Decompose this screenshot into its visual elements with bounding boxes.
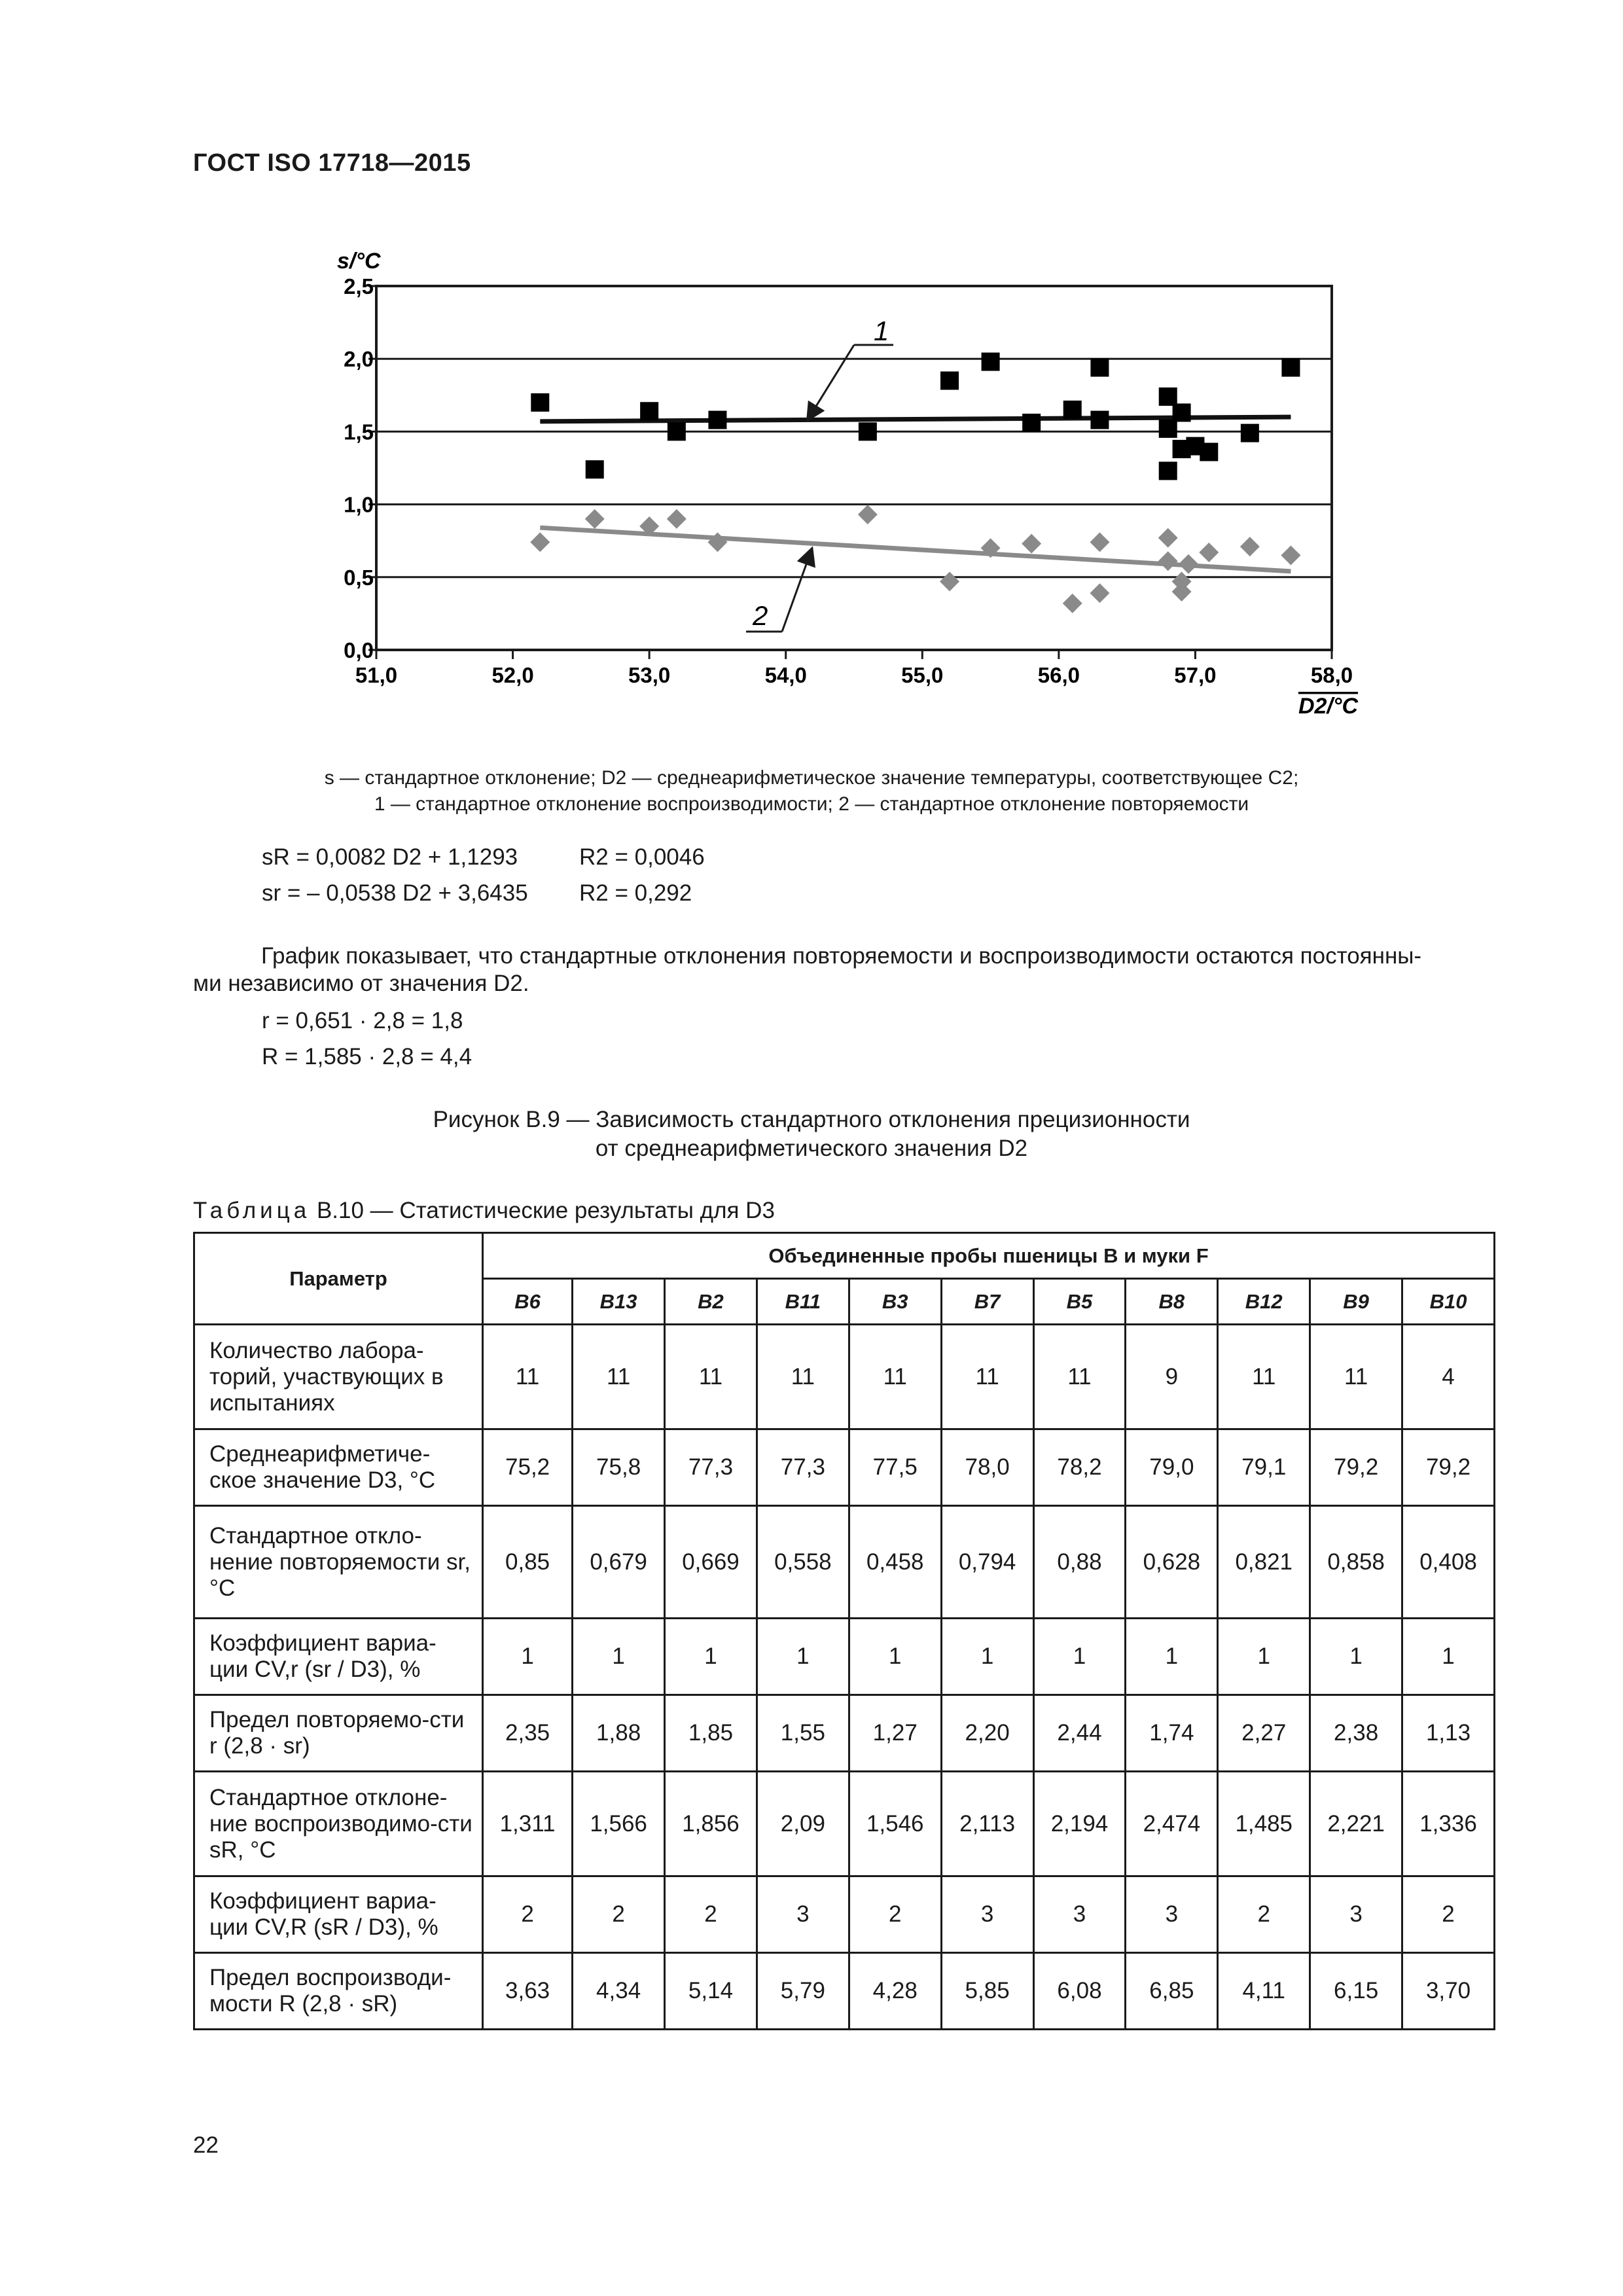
table-cell: 4,28 [849, 1953, 941, 2030]
table-cell: 4,11 [1218, 1953, 1310, 2030]
data-point-square [1173, 403, 1191, 422]
table-cell: 1,88 [573, 1695, 665, 1772]
table-cell: 0,821 [1218, 1506, 1310, 1619]
data-point-diamond [1090, 532, 1109, 552]
table-cell: 3 [941, 1876, 1033, 1953]
table-cell: 6,15 [1310, 1953, 1402, 2030]
table-cell: 1 [665, 1619, 757, 1695]
table-cell: 77,3 [665, 1429, 757, 1506]
table-cell: 79,0 [1126, 1429, 1218, 1506]
table-cell: 79,1 [1218, 1429, 1310, 1506]
x-tick-label: 53,0 [628, 663, 671, 687]
callout-2-label: 2 [753, 600, 768, 631]
data-point-square [1159, 461, 1177, 480]
callout-1-label: 1 [874, 315, 889, 346]
param-header: Параметр [194, 1233, 483, 1325]
table-title-prefix: Таблица [193, 1198, 311, 1223]
data-point-square [1159, 420, 1177, 438]
chart-ticks [344, 274, 1353, 687]
data-point-diamond [1158, 528, 1178, 548]
table-cell: 2,474 [1126, 1772, 1218, 1876]
data-point-diamond [1063, 594, 1082, 613]
y-tick-label: 0,5 [344, 565, 374, 590]
table-title-rest: B.10 — Статистические результаты для D3 [310, 1198, 775, 1223]
table-cell: 0,408 [1402, 1506, 1495, 1619]
plot-frame [376, 286, 1332, 650]
data-point-square [640, 402, 658, 420]
table-cell: 6,08 [1033, 1953, 1126, 2030]
calc-R: R = 1,585 · 2,8 = 4,4 [262, 1044, 473, 1069]
data-point-square [1281, 359, 1300, 377]
column-header-B9: B9 [1310, 1279, 1402, 1325]
data-point-square [668, 422, 686, 440]
table-cell: 0,458 [849, 1506, 941, 1619]
data-point-diamond [667, 509, 687, 529]
y-tick-label: 2,0 [344, 347, 374, 372]
row-label: Коэффициент вариа-ции CV,R (sR / D3), % [194, 1876, 483, 1953]
table-row [194, 1772, 1495, 1876]
table-cell: 1,485 [1218, 1772, 1310, 1876]
table-cell: 3,63 [483, 1953, 573, 2030]
data-point-square [982, 353, 1000, 371]
table-row [194, 1325, 1495, 1429]
data-point-diamond [585, 509, 605, 529]
table-row [194, 1876, 1495, 1953]
document-header: ГОСТ ISO 17718—2015 [193, 149, 471, 177]
figure-caption-line-2: от среднеарифметического значения D2 [595, 1136, 1028, 1161]
precision-chart [0, 0, 1623, 740]
table-cell: 1 [483, 1619, 573, 1695]
column-header-B5: B5 [1033, 1279, 1126, 1325]
table-cell: 75,2 [483, 1429, 573, 1506]
series-1 [531, 353, 1300, 480]
table-cell: 11 [1310, 1325, 1402, 1429]
column-header-B3: B3 [849, 1279, 941, 1325]
equation-sr: sr = – 0,0538 D2 + 3,6435 [262, 880, 528, 906]
table-cell: 0,558 [757, 1506, 849, 1619]
equation-sR: sR = 0,0082 D2 + 1,1293 [262, 844, 518, 870]
chart-axes [376, 286, 1332, 650]
data-point-square [1200, 443, 1218, 461]
x-tick-label: 56,0 [1037, 663, 1080, 687]
chart-series [530, 353, 1300, 613]
trend-line-2 [540, 528, 1291, 571]
table-cell: 77,3 [757, 1429, 849, 1506]
table-title [193, 1198, 775, 1224]
series-2 [530, 505, 1300, 613]
table-cell: 5,79 [757, 1953, 849, 2030]
data-point-square [531, 393, 549, 412]
data-point-diamond [1090, 583, 1109, 603]
figure-legend-line-1: s — стандартное отклонение; D2 — среднеарифметическое значение температуры, соответствующее C2; [324, 767, 1299, 789]
y-tick-label: 2,5 [344, 274, 374, 298]
table-cell: 1,27 [849, 1695, 941, 1772]
table-cell: 1 [757, 1619, 849, 1695]
column-header-B2: B2 [665, 1279, 757, 1325]
data-point-square [1090, 359, 1109, 377]
table-cell: 0,628 [1126, 1506, 1218, 1619]
table-cell: 1,85 [665, 1695, 757, 1772]
table-cell: 1 [1033, 1619, 1126, 1695]
x-tick-label: 58,0 [1310, 663, 1353, 687]
table-cell: 1,13 [1402, 1695, 1495, 1772]
paragraph-line-1: График показывает, что стандартные отклонения повторяемости и воспроизводимости остаются постоянны- [261, 943, 1422, 969]
table-cell: 2 [1402, 1876, 1495, 1953]
figure-caption-line-1: Рисунок B.9 — Зависимость стандартного отклонения прецизионности [433, 1107, 1190, 1132]
table-cell: 1 [849, 1619, 941, 1695]
data-point-square [1063, 401, 1082, 419]
table-cell: 6,85 [1126, 1953, 1218, 2030]
table-cell: 3 [1033, 1876, 1126, 1953]
table-cell: 1,74 [1126, 1695, 1218, 1772]
table-cell: 1,546 [849, 1772, 941, 1876]
y-tick-label: 0,0 [344, 638, 374, 662]
table-cell: 2 [1218, 1876, 1310, 1953]
x-tick-label: 55,0 [901, 663, 944, 687]
data-point-diamond [530, 532, 550, 552]
data-point-diamond [1179, 554, 1198, 574]
data-point-square [586, 460, 604, 478]
column-header-B10: B10 [1402, 1279, 1495, 1325]
chart-callouts [746, 315, 893, 632]
table-cell: 4 [1402, 1325, 1495, 1429]
row-label: Среднеарифметиче-ское значение D3, °С [194, 1429, 483, 1506]
data-point-square [940, 372, 959, 390]
table-cell: 2,35 [483, 1695, 573, 1772]
statistics-table [193, 1232, 1495, 2030]
table-cell: 2,221 [1310, 1772, 1402, 1876]
data-point-diamond [1199, 543, 1219, 562]
x-tick-label: 51,0 [355, 663, 398, 687]
data-point-diamond [1172, 582, 1192, 601]
table-cell: 9 [1126, 1325, 1218, 1429]
data-point-square [1022, 414, 1041, 432]
table-cell: 2,20 [941, 1695, 1033, 1772]
x-tick-label: 52,0 [491, 663, 534, 687]
table-row [194, 1429, 1495, 1506]
equation-sR-r2: R2 = 0,0046 [579, 844, 705, 870]
table-cell: 11 [1218, 1325, 1310, 1429]
row-label: Количество лабора-торий, участвующих в испытаниях [194, 1325, 483, 1429]
table-cell: 2,09 [757, 1772, 849, 1876]
data-point-square [1241, 424, 1259, 442]
column-header-B12: B12 [1218, 1279, 1310, 1325]
data-point-diamond [940, 571, 959, 591]
column-header-B7: B7 [941, 1279, 1033, 1325]
table-cell: 78,2 [1033, 1429, 1126, 1506]
table-cell: 1,856 [665, 1772, 757, 1876]
table-cell: 2,113 [941, 1772, 1033, 1876]
table-cell: 2 [573, 1876, 665, 1953]
table-cell: 2 [849, 1876, 941, 1953]
table-cell: 1,55 [757, 1695, 849, 1772]
table-cell: 11 [1033, 1325, 1126, 1429]
table-row [194, 1695, 1495, 1772]
table-cell: 0,679 [573, 1506, 665, 1619]
table-cell: 2,194 [1033, 1772, 1126, 1876]
data-point-diamond [1240, 537, 1260, 556]
table-cell: 0,85 [483, 1506, 573, 1619]
table-cell: 2,38 [1310, 1695, 1402, 1772]
callout-1-arrow [808, 345, 854, 419]
table-cell: 1,566 [573, 1772, 665, 1876]
table-cell: 0,858 [1310, 1506, 1402, 1619]
data-point-square [859, 422, 877, 440]
table-cell: 11 [757, 1325, 849, 1429]
table-cell: 11 [483, 1325, 573, 1429]
data-point-square [1090, 411, 1109, 429]
table-row [194, 1953, 1495, 2030]
table-cell: 1,311 [483, 1772, 573, 1876]
table-cell: 1 [1402, 1619, 1495, 1695]
callout-2-arrow [782, 550, 812, 632]
table-cell: 11 [665, 1325, 757, 1429]
data-point-diamond [858, 505, 878, 524]
table-cell: 2,44 [1033, 1695, 1126, 1772]
row-label: Предел воспроизводи-мости R (2,8 · sR) [194, 1953, 483, 2030]
table-cell: 2 [483, 1876, 573, 1953]
table-cell: 0,794 [941, 1506, 1033, 1619]
row-label: Коэффициент вариа-ции CV,r (sr / D3), % [194, 1619, 483, 1695]
table-row [194, 1619, 1495, 1695]
table-cell: 75,8 [573, 1429, 665, 1506]
calc-r: r = 0,651 · 2,8 = 1,8 [262, 1008, 463, 1033]
row-label: Предел повторяемо-сти r (2,8 · sr) [194, 1695, 483, 1772]
column-header-B6: B6 [483, 1279, 573, 1325]
table-cell: 5,14 [665, 1953, 757, 2030]
figure-legend-line-2: 1 — стандартное отклонение воспроизводимости; 2 — стандартное отклонение повторяемости [374, 793, 1249, 815]
column-header-B8: B8 [1126, 1279, 1218, 1325]
column-header-B11: B11 [757, 1279, 849, 1325]
y-tick-label: 1,0 [344, 492, 374, 517]
row-label: Стандартное откло-нение повторяемости sr, °С [194, 1506, 483, 1619]
table-cell: 3 [757, 1876, 849, 1953]
table-cell: 3 [1126, 1876, 1218, 1953]
page-number: 22 [193, 2132, 219, 2158]
data-point-diamond [1158, 551, 1178, 571]
equation-sr-r2: R2 = 0,292 [579, 880, 692, 906]
table-cell: 1 [1218, 1619, 1310, 1695]
table-cell: 11 [573, 1325, 665, 1429]
table-row [194, 1506, 1495, 1619]
table-cell: 79,2 [1402, 1429, 1495, 1506]
table-cell: 2,27 [1218, 1695, 1310, 1772]
table-cell: 1 [1126, 1619, 1218, 1695]
table-cell: 0,88 [1033, 1506, 1126, 1619]
row-label: Стандартное отклоне-ние воспроизводимо-сти sR, °С [194, 1772, 483, 1876]
table-cell: 0,669 [665, 1506, 757, 1619]
table-cell: 5,85 [941, 1953, 1033, 2030]
column-header-B13: B13 [573, 1279, 665, 1325]
table-cell: 78,0 [941, 1429, 1033, 1506]
table-cell: 1 [573, 1619, 665, 1695]
table-cell: 4,34 [573, 1953, 665, 2030]
table-cell: 1,336 [1402, 1772, 1495, 1876]
x-axis-label: D2/°C [1298, 694, 1358, 719]
table-cell: 1 [941, 1619, 1033, 1695]
y-axis-label: s/°C [337, 249, 381, 274]
table-cell: 3 [1310, 1876, 1402, 1953]
table-cell: 11 [849, 1325, 941, 1429]
y-tick-label: 1,5 [344, 420, 374, 444]
table-cell: 1 [1310, 1619, 1402, 1695]
data-point-diamond [1022, 534, 1041, 554]
table-cell: 3,70 [1402, 1953, 1495, 2030]
table-cell: 2 [665, 1876, 757, 1953]
x-tick-label: 54,0 [764, 663, 807, 687]
table-body [194, 1325, 1495, 2030]
group-header: Объединенные пробы пшеницы B и муки F [483, 1233, 1495, 1279]
paragraph-line-2: ми независимо от значения D2. [193, 971, 529, 996]
data-point-square [708, 411, 726, 429]
x-tick-label: 57,0 [1174, 663, 1217, 687]
data-point-diamond [1281, 545, 1300, 565]
table-cell: 79,2 [1310, 1429, 1402, 1506]
data-point-square [1159, 387, 1177, 406]
table-cell: 77,5 [849, 1429, 941, 1506]
table-cell: 11 [941, 1325, 1033, 1429]
